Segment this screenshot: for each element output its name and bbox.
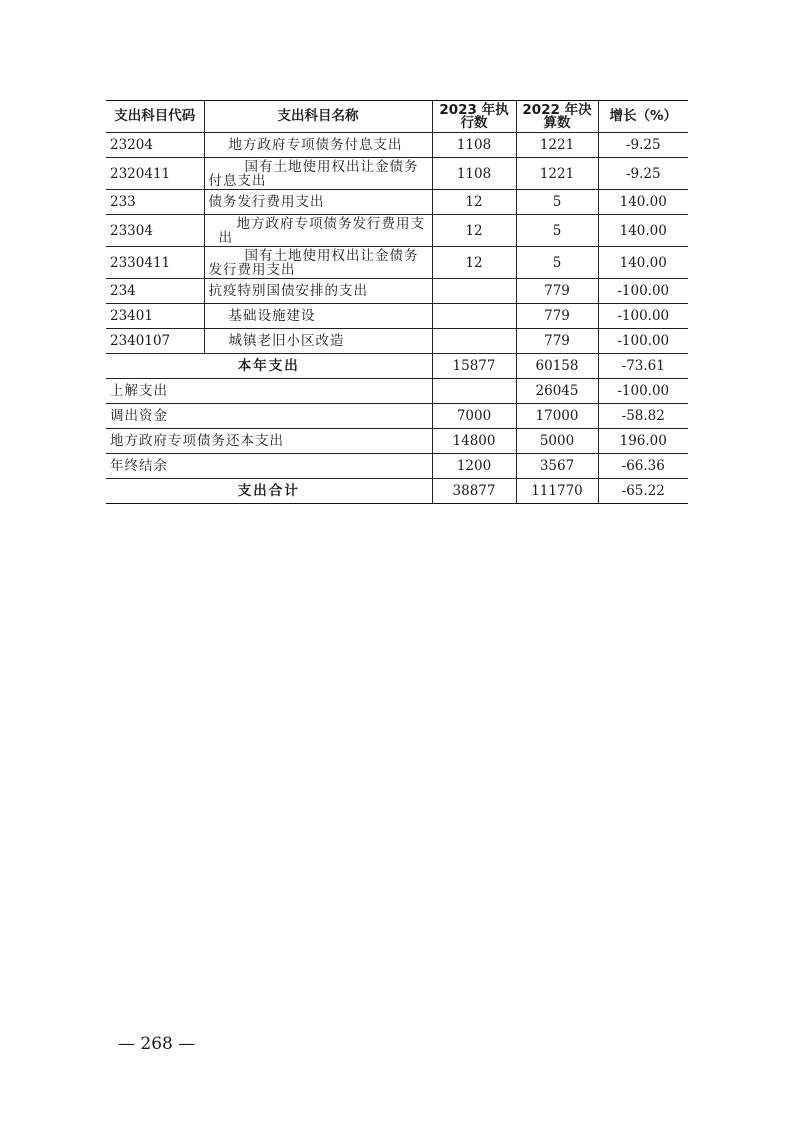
row-name: 上解支出 (106, 379, 432, 404)
total-exec: 38877 (432, 479, 516, 504)
row-code: 234 (106, 279, 204, 304)
row-growth: 140.00 (598, 215, 688, 247)
table-row (106, 215, 688, 247)
row-exec: 1200 (432, 454, 516, 479)
row-growth: -100.00 (598, 379, 688, 404)
row-exec: 12 (432, 215, 516, 247)
subtotal-growth: -73.61 (598, 354, 688, 379)
row-growth: -58.82 (598, 404, 688, 429)
row-code: 23304 (106, 215, 204, 247)
row-code: 233 (106, 190, 204, 215)
row-code: 23401 (106, 304, 204, 329)
total-row (106, 479, 688, 504)
row-name: 债务发行费用支出 (204, 190, 432, 215)
row-final: 5 (516, 190, 598, 215)
subtotal-label: 本年支出 (106, 354, 432, 379)
row-exec (432, 304, 516, 329)
row-growth: -66.36 (598, 454, 688, 479)
row-growth: -9.25 (598, 158, 688, 190)
table-row (106, 158, 688, 190)
row-growth: -100.00 (598, 329, 688, 354)
expenditure-table (106, 100, 688, 504)
row-growth: 140.00 (598, 190, 688, 215)
row-final: 5 (516, 247, 598, 279)
row-exec: 1108 (432, 133, 516, 158)
row-growth: -9.25 (598, 133, 688, 158)
total-label: 支出合计 (106, 479, 432, 504)
row-exec: 14800 (432, 429, 516, 454)
row-final: 779 (516, 279, 598, 304)
total-final: 111770 (516, 479, 598, 504)
row-final: 779 (516, 304, 598, 329)
row-growth: -100.00 (598, 304, 688, 329)
table-row (106, 279, 688, 304)
table-row (106, 247, 688, 279)
row-name: 年终结余 (106, 454, 432, 479)
header-name: 支出科目名称 (204, 101, 432, 133)
row-final: 1221 (516, 158, 598, 190)
row-name: 调出资金 (106, 404, 432, 429)
table-row (106, 404, 688, 429)
table-row (106, 429, 688, 454)
row-name: 地方政府专项债务还本支出 (106, 429, 432, 454)
row-name: 地方政府专项债务付息支出 (204, 133, 432, 158)
row-name: 基础设施建设 (204, 304, 432, 329)
row-code: 2340107 (106, 329, 204, 354)
table-header-row (106, 101, 688, 133)
row-growth: 196.00 (598, 429, 688, 454)
row-final: 5000 (516, 429, 598, 454)
row-exec: 12 (432, 190, 516, 215)
row-final: 17000 (516, 404, 598, 429)
row-final: 5 (516, 215, 598, 247)
row-exec: 12 (432, 247, 516, 279)
row-final: 779 (516, 329, 598, 354)
row-name: 城镇老旧小区改造 (204, 329, 432, 354)
row-exec (432, 379, 516, 404)
table-row (106, 379, 688, 404)
subtotal-row (106, 354, 688, 379)
row-exec: 7000 (432, 404, 516, 429)
row-code: 2320411 (106, 158, 204, 190)
row-name: 国有土地使用权出让金债务发行费用支出 (204, 247, 432, 279)
subtotal-final: 60158 (516, 354, 598, 379)
table-row (106, 190, 688, 215)
row-exec (432, 279, 516, 304)
row-name: 抗疫特别国债安排的支出 (204, 279, 432, 304)
page-number: — 268 — (118, 1034, 196, 1054)
row-exec (432, 329, 516, 354)
row-name: 国有土地使用权出让金债务付息支出 (204, 158, 432, 190)
table-row (106, 329, 688, 354)
row-code: 2330411 (106, 247, 204, 279)
table-row (106, 454, 688, 479)
header-code: 支出科目代码 (106, 101, 204, 133)
table-row (106, 133, 688, 158)
row-growth: 140.00 (598, 247, 688, 279)
header-final: 2022 年决算数 (516, 101, 598, 133)
header-exec: 2023 年执行数 (432, 101, 516, 133)
row-code: 23204 (106, 133, 204, 158)
row-growth: -100.00 (598, 279, 688, 304)
table-row (106, 304, 688, 329)
subtotal-exec: 15877 (432, 354, 516, 379)
row-exec: 1108 (432, 158, 516, 190)
total-growth: -65.22 (598, 479, 688, 504)
header-growth: 增长（%） (598, 101, 688, 133)
row-final: 26045 (516, 379, 598, 404)
row-final: 3567 (516, 454, 598, 479)
row-name: 地方政府专项债务发行费用支出 (204, 215, 432, 247)
row-final: 1221 (516, 133, 598, 158)
